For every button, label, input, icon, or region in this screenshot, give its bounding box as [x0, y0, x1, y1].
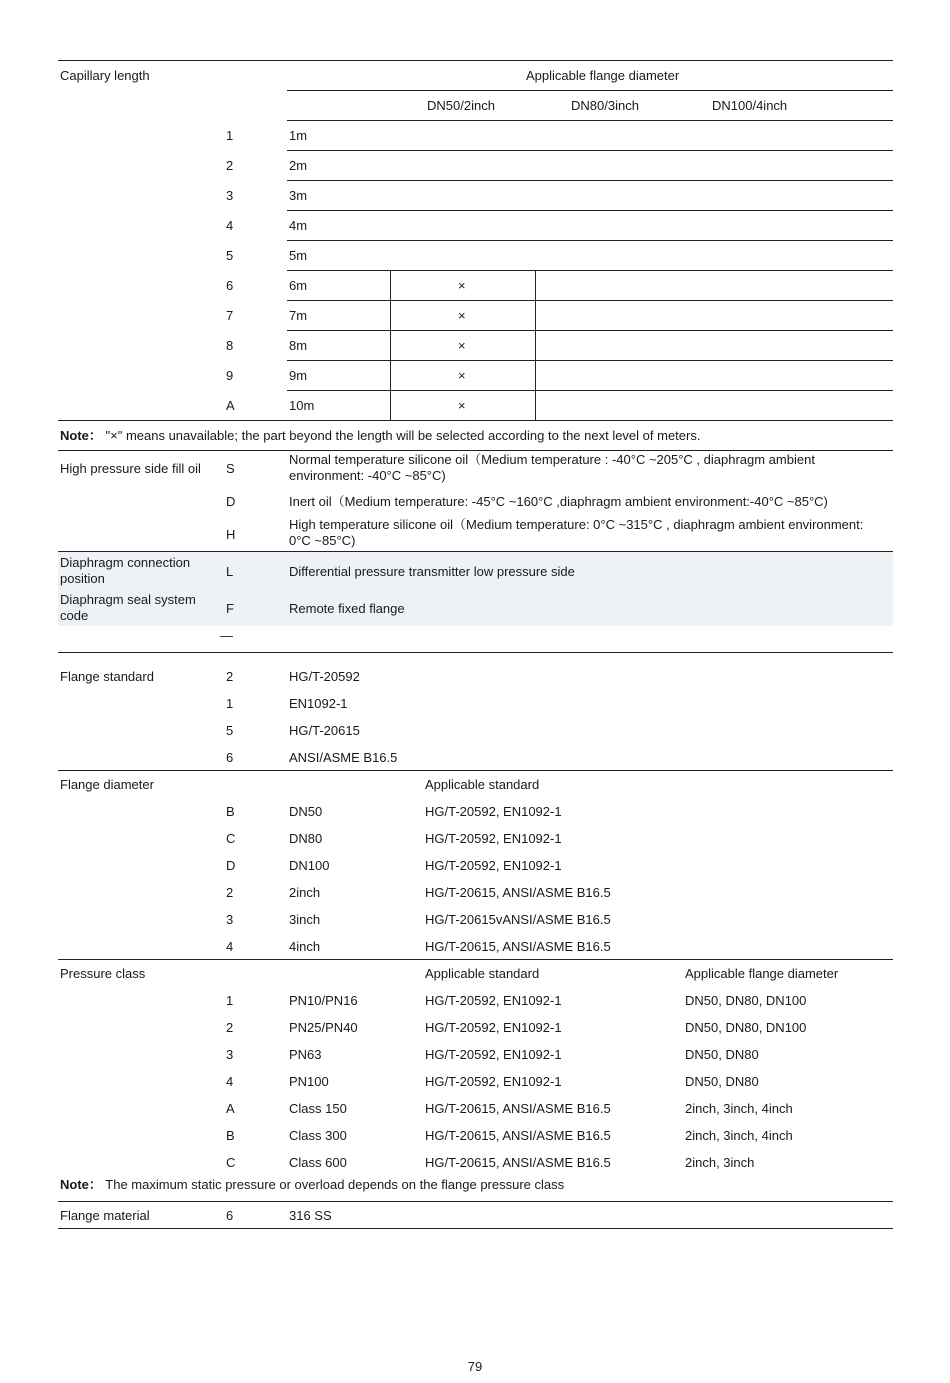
diaphragm-seal-desc: Remote fixed flange: [289, 601, 405, 616]
flange-material-code: 6: [226, 1208, 234, 1223]
unavailable-mark: ×: [458, 398, 466, 413]
unavailable-mark: ×: [458, 308, 466, 323]
capillary-length: 9m: [289, 368, 308, 383]
flange-diameter-value: 3inch: [289, 912, 321, 927]
flange-diameter-std: HG/T-20592, EN1092-1: [425, 804, 562, 819]
row-rule: [287, 330, 893, 331]
flange-diameter-value: 4inch: [289, 939, 321, 954]
flange-diameter-code: C: [226, 831, 236, 846]
capillary-code: A: [226, 398, 235, 413]
flange-diameter-std-header: Applicable standard: [425, 777, 540, 792]
flange-diameter-value: DN80: [289, 831, 323, 846]
fill-oil-desc: Inert oil（Medium temperature: -45°C ~160°C ,diaphragm ambient environment:-40°C ~85°C): [289, 494, 828, 509]
pressure-class-std: HG/T-20592, EN1092-1: [425, 1020, 562, 1035]
capillary-length: 4m: [289, 218, 308, 233]
flange-standard-value: EN1092-1: [289, 696, 348, 711]
pressure-class-code: C: [226, 1155, 236, 1170]
pressure-class-code: 3: [226, 1047, 234, 1062]
flange-diameter-value: DN50: [289, 804, 323, 819]
flange-standard-value: HG/T-20615: [289, 723, 360, 738]
flange-standard-label: Flange standard: [60, 669, 154, 684]
pressure-class-value: PN25/PN40: [289, 1020, 358, 1035]
pressure-class-code: B: [226, 1128, 235, 1143]
rule-flange-std-top: [58, 652, 893, 653]
pressure-class-std-header: Applicable standard: [425, 966, 540, 981]
flange-diameter-code: D: [226, 858, 236, 873]
pressure-class-value: PN63: [289, 1047, 322, 1062]
row-rule: [287, 270, 893, 271]
flange-diameter-std: HG/T-20592, EN1092-1: [425, 858, 562, 873]
fill-oil-code: H: [226, 527, 236, 542]
unavailable-mark: ×: [458, 278, 466, 293]
capillary-code: 3: [226, 188, 234, 203]
unavailable-mark: ×: [458, 368, 466, 383]
diaphragm-seal-label: Diaphragm seal system code: [60, 592, 196, 623]
fill-oil-desc: Normal temperature silicone oil（Medium temperature : -40°C ~205°C , diaphragm ambient environment: -40°C ~85°C): [289, 452, 815, 483]
row-rule: [287, 360, 893, 361]
rule-top: [58, 60, 893, 61]
pressure-class-dia: 2inch, 3inch, 4inch: [685, 1101, 793, 1116]
diaphragm-conn-code: L: [226, 564, 234, 579]
pressure-class-std: HG/T-20592, EN1092-1: [425, 1074, 562, 1089]
pressure-class-label: Pressure class: [60, 966, 146, 981]
pressure-class-dia: DN50, DN80, DN100: [685, 1020, 807, 1035]
flange-diameter-code: 4: [226, 939, 234, 954]
capillary-label: Capillary length: [60, 68, 150, 83]
rule-flange-dia-top: [58, 770, 893, 771]
row-rule: [287, 240, 893, 241]
flange-diameter-std: HG/T-20615, ANSI/ASME B16.5: [425, 885, 611, 900]
capillary-col-2: DN80/3inch: [571, 98, 639, 113]
diaphragm-conn-label: Diaphragm connection position: [60, 555, 191, 586]
grid-vline: [390, 270, 391, 420]
flange-diameter-std: HG/T-20615, ANSI/ASME B16.5: [425, 939, 611, 954]
capillary-length: 10m: [289, 398, 315, 413]
pressure-class-code: A: [226, 1101, 235, 1116]
rule-diaphragm-top: [58, 551, 893, 552]
rule-pressure-top: [58, 959, 893, 960]
page-number: 79: [467, 1359, 483, 1374]
flange-standard-value: HG/T-20592: [289, 669, 360, 684]
pressure-class-std: HG/T-20615, ANSI/ASME B16.5: [425, 1101, 611, 1116]
dash-separator: —: [220, 628, 233, 643]
capillary-code: 4: [226, 218, 234, 233]
pressure-class-dia: DN50, DN80: [685, 1047, 759, 1062]
rule-capillary-cols: [287, 120, 893, 121]
capillary-length: 1m: [289, 128, 308, 143]
fill-oil-code: S: [226, 461, 235, 476]
pressure-class-value: Class 300: [289, 1128, 347, 1143]
capillary-code: 5: [226, 248, 234, 263]
pressure-class-code: 2: [226, 1020, 234, 1035]
unavailable-mark: ×: [458, 338, 466, 353]
capillary-code: 1: [226, 128, 234, 143]
flange-standard-code: 6: [226, 750, 234, 765]
flange-diameter-value: 2inch: [289, 885, 321, 900]
fill-oil-label: High pressure side fill oil: [60, 461, 201, 476]
flange-material-label: Flange material: [60, 1208, 150, 1223]
flange-diameter-code: 3: [226, 912, 234, 927]
pressure-class-std: HG/T-20615, ANSI/ASME B16.5: [425, 1155, 611, 1170]
capillary-code: 8: [226, 338, 234, 353]
capillary-length: 5m: [289, 248, 308, 263]
flange-material-value: 316 SS: [289, 1208, 332, 1223]
capillary-length: 3m: [289, 188, 308, 203]
flange-diameter-std: HG/T-20615vANSI/ASME B16.5: [425, 912, 611, 927]
capillary-note: [60, 428, 700, 443]
flange-diameter-code: 2: [226, 885, 234, 900]
pressure-class-std: HG/T-20615, ANSI/ASME B16.5: [425, 1128, 611, 1143]
note-text: "×" means unavailable; the part beyond the length will be selected according to the next level of meters.: [105, 428, 701, 443]
pressure-class-dia-header: Applicable flange diameter: [685, 966, 839, 981]
capillary-code: 6: [226, 278, 234, 293]
fill-oil-desc: High temperature silicone oil（Medium temperature: 0°C ~315°C , diaphragm ambient environment: 0°C ~85°C): [289, 517, 864, 548]
row-rule: [287, 390, 893, 391]
flange-diameter-value: DN100: [289, 858, 330, 873]
rule-material-top: [58, 1201, 893, 1202]
rule-material-bottom: [58, 1228, 893, 1229]
pressure-class-value: Class 150: [289, 1101, 347, 1116]
flange-diameter-code: B: [226, 804, 235, 819]
pressure-class-dia: DN50, DN80: [685, 1074, 759, 1089]
diaphragm-seal-code: F: [226, 601, 234, 616]
pressure-class-std: HG/T-20592, EN1092-1: [425, 1047, 562, 1062]
pressure-class-value: PN100: [289, 1074, 329, 1089]
pressure-class-value: Class 600: [289, 1155, 347, 1170]
diaphragm-conn-desc: Differential pressure transmitter low pressure side: [289, 564, 575, 579]
row-rule: [287, 150, 893, 151]
row-rule: [287, 300, 893, 301]
pressure-class-dia: 2inch, 3inch, 4inch: [685, 1128, 793, 1143]
pressure-class-code: 1: [226, 993, 234, 1008]
capillary-code: 9: [226, 368, 234, 383]
capillary-length: 8m: [289, 338, 308, 353]
pressure-class-note: [60, 1177, 564, 1192]
pressure-class-dia: 2inch, 3inch: [685, 1155, 755, 1170]
capillary-code: 7: [226, 308, 234, 323]
capillary-code: 2: [226, 158, 234, 173]
flange-standard-code: 2: [226, 669, 234, 684]
flange-standard-code: 5: [226, 723, 234, 738]
note-label: Note：: [60, 428, 102, 443]
pressure-class-dia: DN50, DN80, DN100: [685, 993, 807, 1008]
row-rule: [287, 210, 893, 211]
capillary-col-1: DN50/2inch: [427, 98, 495, 113]
note-text: The maximum static pressure or overload depends on the flange pressure class: [105, 1177, 565, 1192]
note-label: Note：: [60, 1177, 102, 1192]
capillary-length: 2m: [289, 158, 308, 173]
flange-diameter-std: HG/T-20592, EN1092-1: [425, 831, 562, 846]
capillary-length: 6m: [289, 278, 308, 293]
grid-vline: [535, 270, 536, 420]
flange-standard-value: ANSI/ASME B16.5: [289, 750, 398, 765]
flange-standard-code: 1: [226, 696, 234, 711]
capillary-length: 7m: [289, 308, 308, 323]
rule-fill-oil-top: [58, 450, 893, 451]
capillary-col-3: DN100/4inch: [712, 98, 788, 113]
pressure-class-std: HG/T-20592, EN1092-1: [425, 993, 562, 1008]
capillary-header: Applicable flange diameter: [526, 68, 680, 83]
pressure-class-value: PN10/PN16: [289, 993, 358, 1008]
rule-capillary-header: [287, 90, 893, 91]
fill-oil-code: D: [226, 494, 236, 509]
flange-diameter-label: Flange diameter: [60, 777, 154, 792]
rule-capillary-end: [58, 420, 893, 421]
pressure-class-code: 4: [226, 1074, 234, 1089]
row-rule: [287, 180, 893, 181]
